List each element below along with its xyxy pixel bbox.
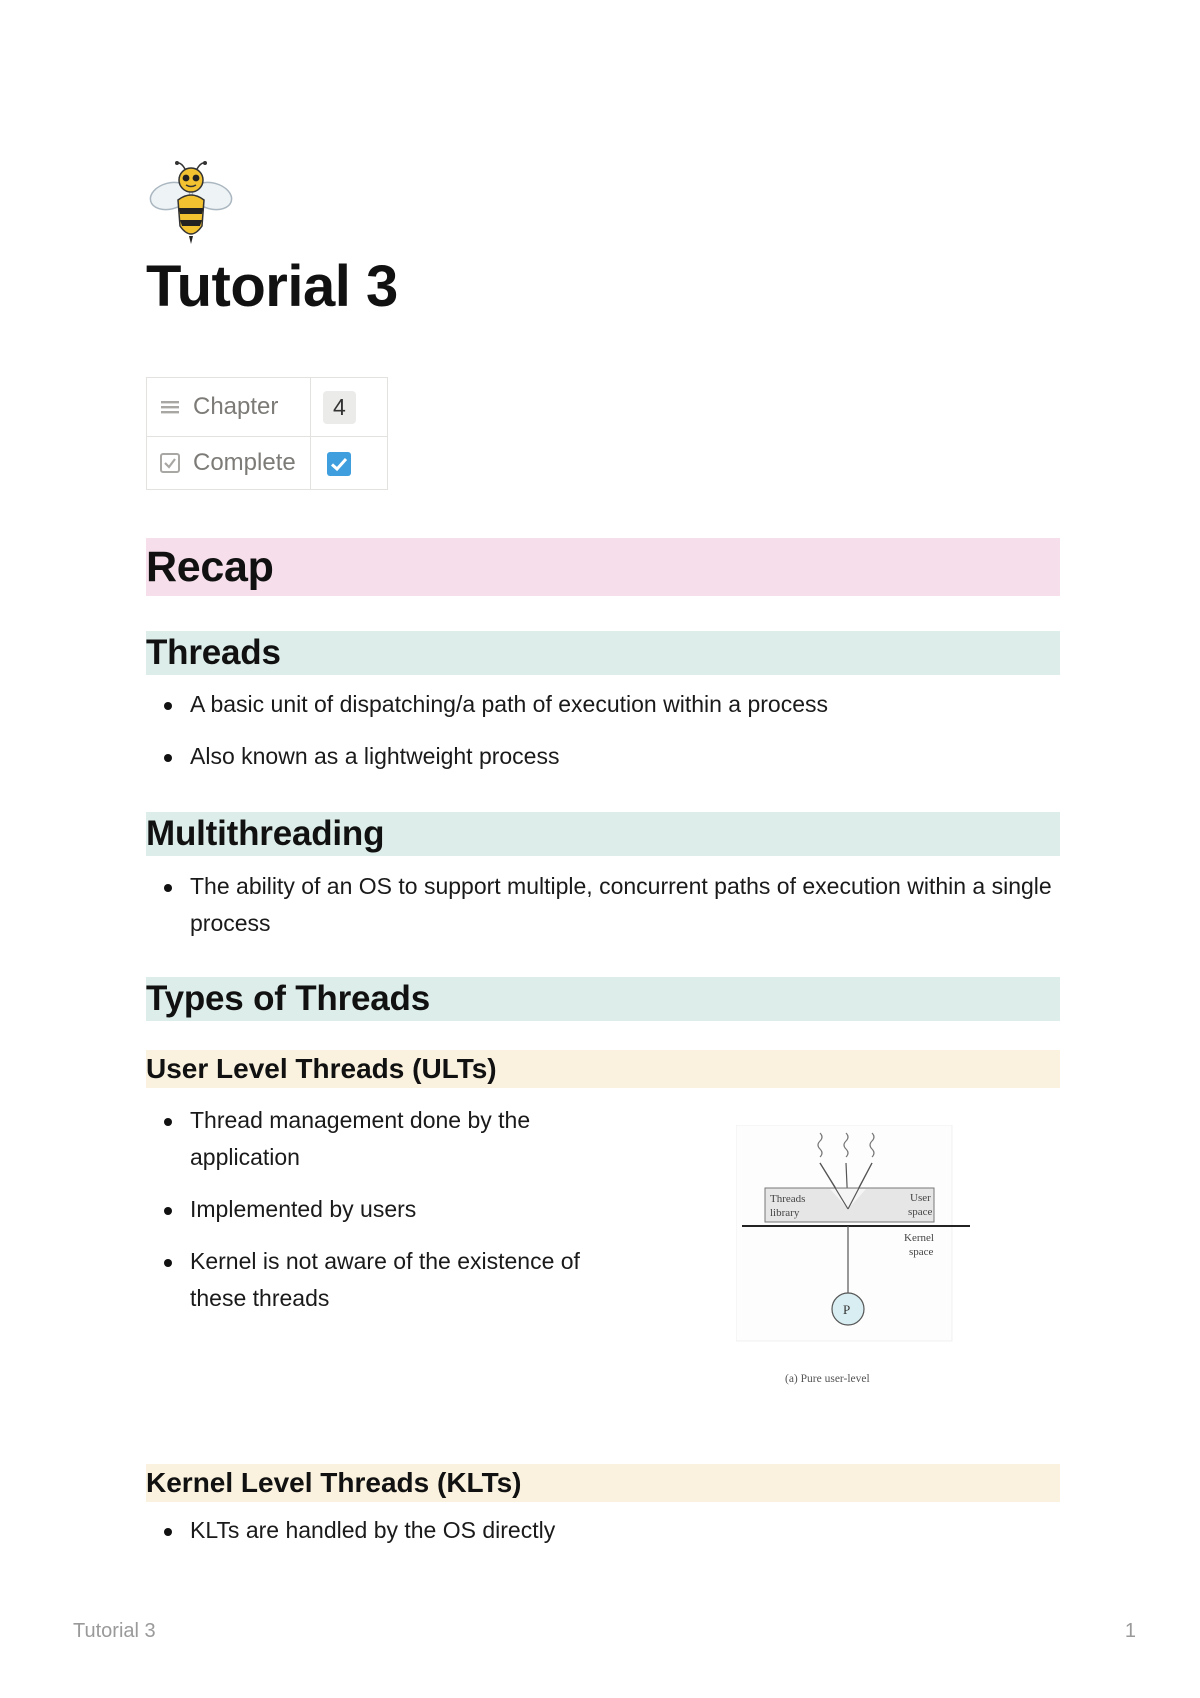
properties-table <box>146 377 388 490</box>
list-item: The ability of an OS to support multiple, concurrent paths of execution within a single process <box>146 868 1060 942</box>
user-space-label: space <box>908 1206 933 1218</box>
ult-list <box>146 1102 596 1332</box>
heading-klt: Kernel Level Threads (KLTs) <box>146 1464 1060 1502</box>
property-row-complete <box>147 437 388 490</box>
multithreading-list <box>146 868 1060 957</box>
user-space-label: User <box>910 1192 931 1204</box>
page-title: Tutorial 3 <box>146 254 398 319</box>
heading-ult: User Level Threads (ULTs) <box>146 1050 1060 1088</box>
check-mark-icon <box>327 452 351 476</box>
heading-multithreading: Multithreading <box>146 812 1060 856</box>
footer-title: Tutorial 3 <box>73 1620 156 1642</box>
property-label: Complete <box>193 449 296 476</box>
kernel-space-label: space <box>909 1246 934 1258</box>
list-item: KLTs are handled by the OS directly <box>146 1512 1060 1549</box>
list-item: A basic unit of dispatching/a path of execution within a process <box>146 686 1060 723</box>
figure-caption: (a) Pure user-level <box>785 1373 870 1385</box>
property-label: Chapter <box>193 393 279 420</box>
list-item: Also known as a lightweight process <box>146 738 1060 775</box>
chapter-value[interactable]: 4 <box>323 391 356 424</box>
complete-checkbox[interactable] <box>327 452 351 476</box>
user-level-threads-diagram <box>736 1125 976 1397</box>
footer-page-number: 1 <box>1124 1620 1136 1642</box>
list-item: Kernel is not aware of the existence of these threads <box>146 1243 596 1317</box>
heading-types-of-threads: Types of Threads <box>146 977 1060 1021</box>
heading-threads: Threads <box>146 631 1060 675</box>
list-icon <box>159 396 181 418</box>
threads-library-label: Threads <box>770 1193 806 1205</box>
heading-recap: Recap <box>146 538 1060 596</box>
list-item: Implemented by users <box>146 1191 596 1228</box>
checkbox-icon <box>159 452 181 474</box>
klt-list <box>146 1512 1060 1564</box>
process-label: P <box>843 1302 851 1317</box>
list-item: Thread management done by the application <box>146 1102 596 1176</box>
threads-library-label: library <box>770 1207 800 1219</box>
kernel-space-label: Kernel <box>904 1232 934 1244</box>
threads-list <box>146 686 1060 790</box>
bee-icon <box>148 160 234 246</box>
property-row-chapter <box>147 378 388 437</box>
